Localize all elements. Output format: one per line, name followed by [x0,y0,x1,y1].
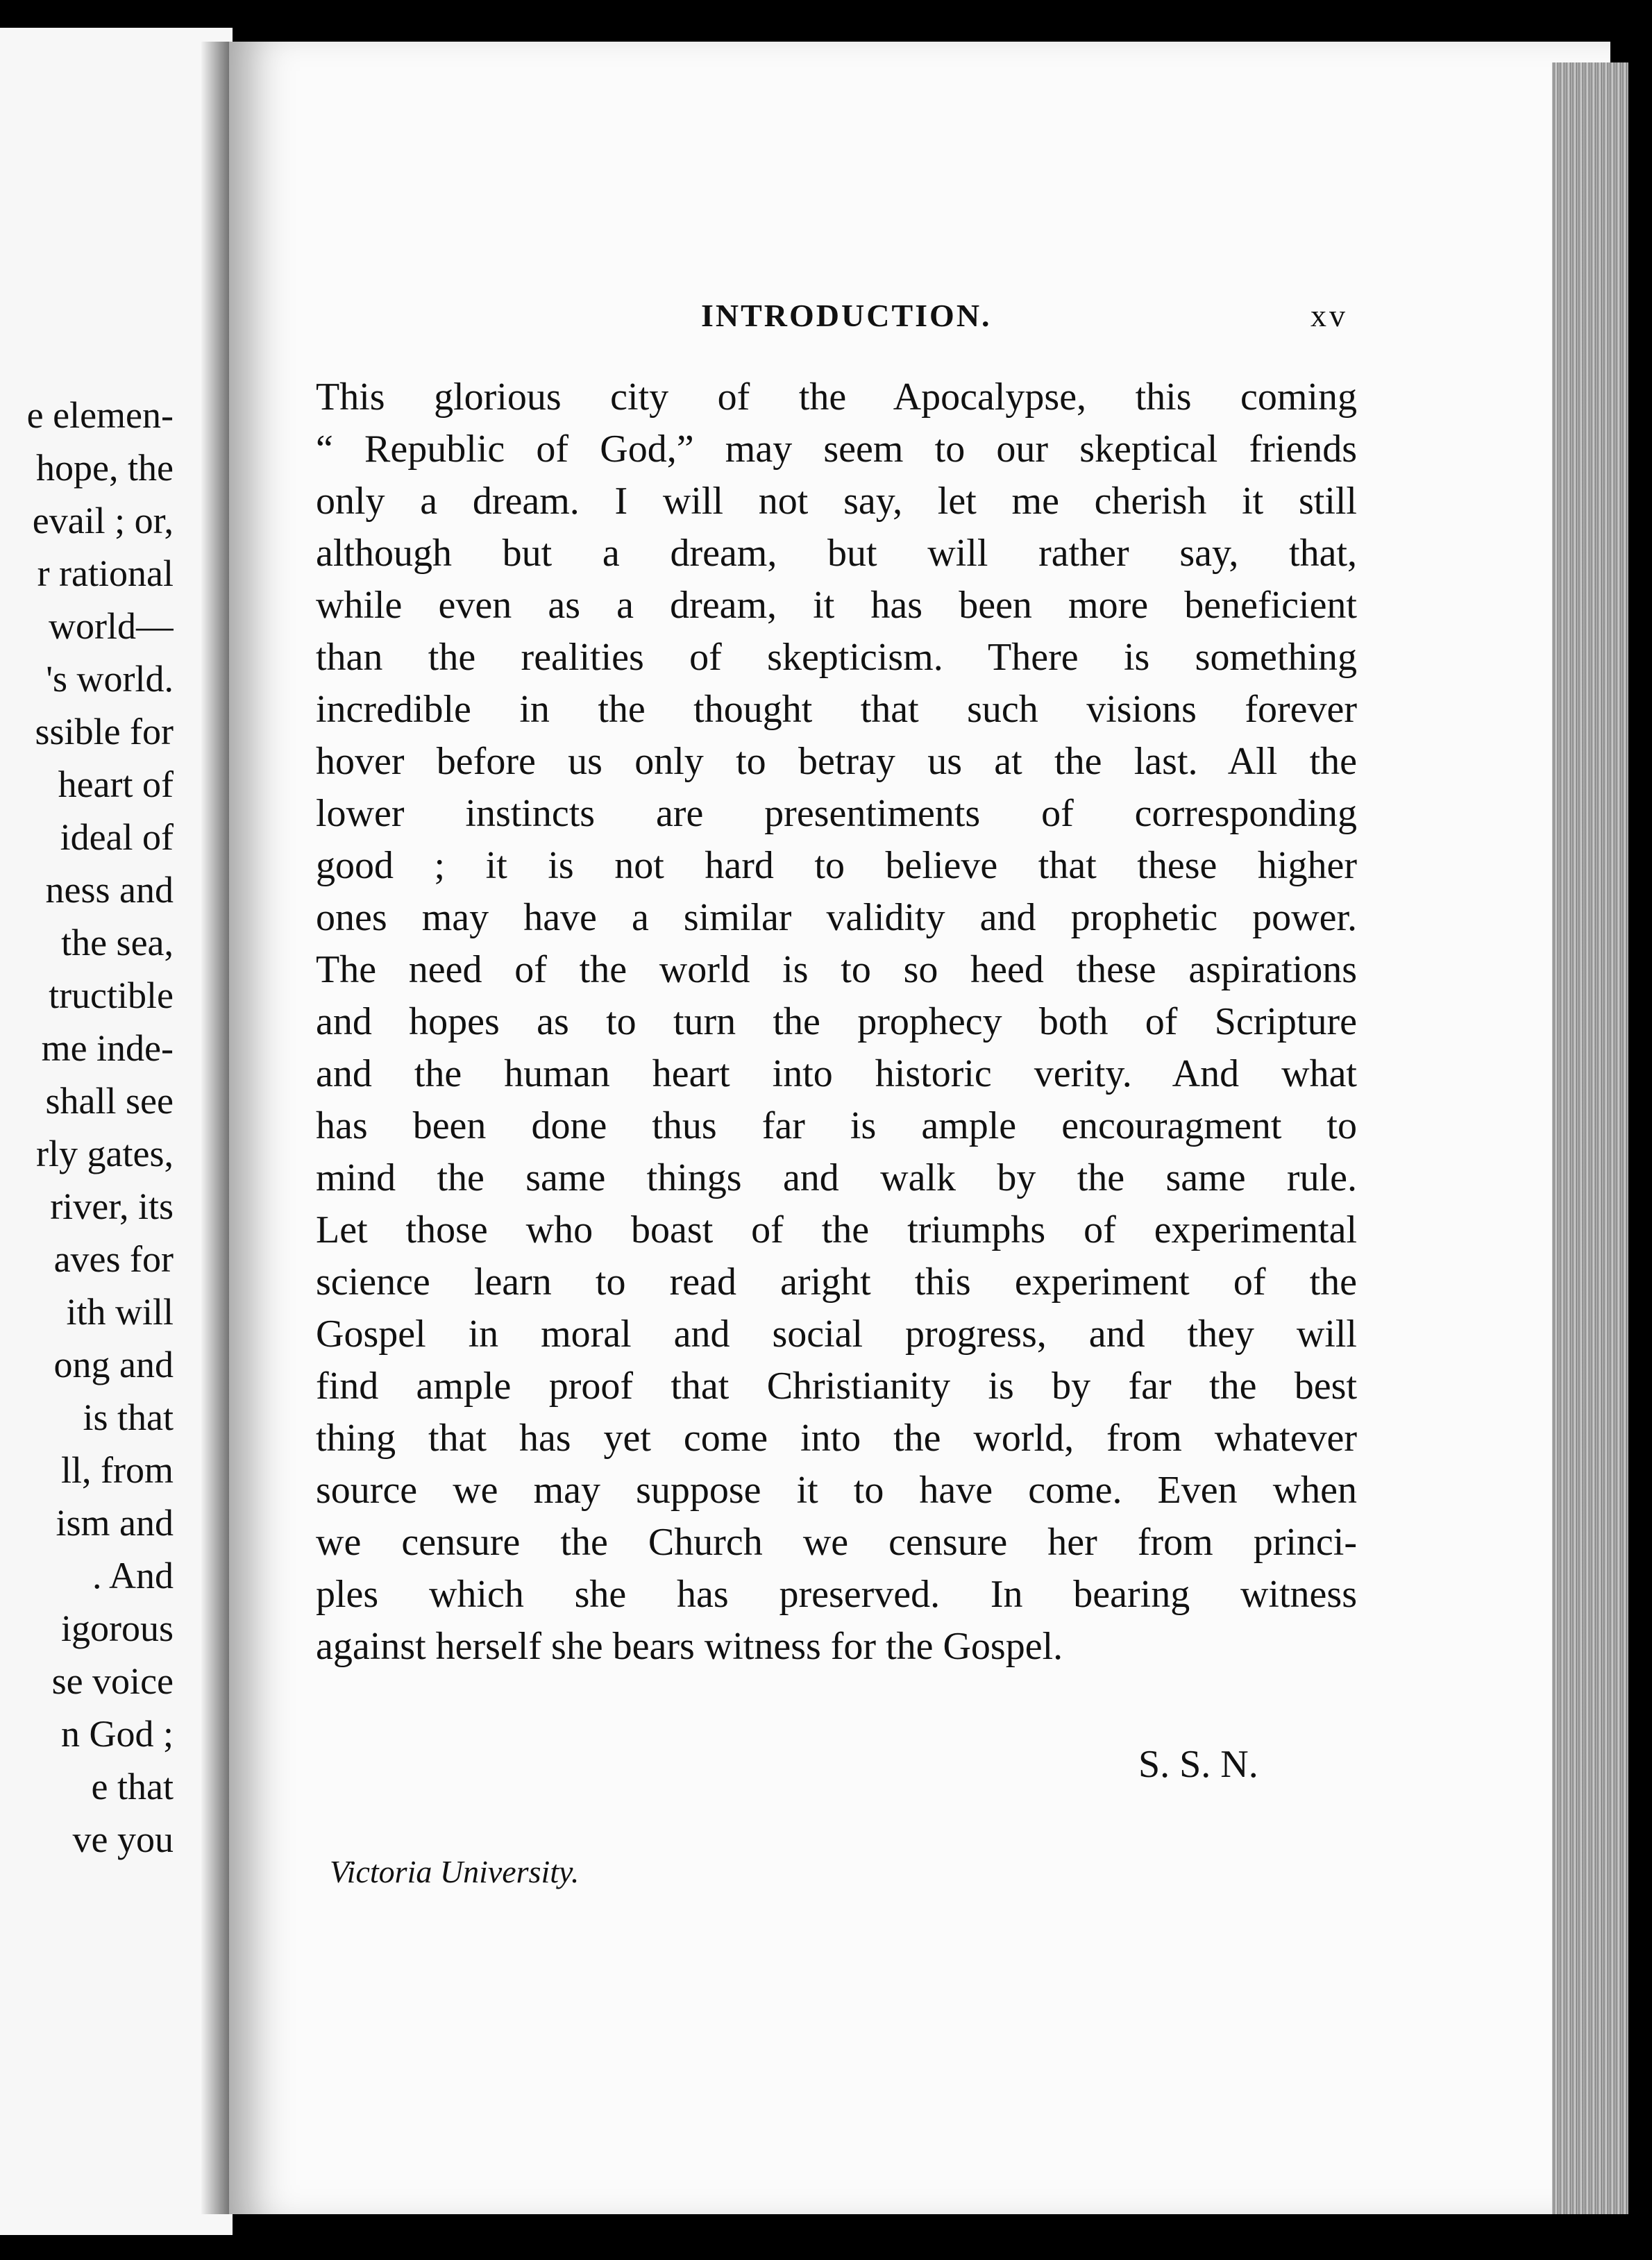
text-line: Let those who boast of the triumphs of experimental [316,1208,1357,1251]
left-line: the sea, [61,922,174,963]
text-line: hover before us only to betray us at the last. All the [316,740,1357,783]
text-line: and hopes as to turn the prophecy both of Scripture [316,1000,1357,1043]
running-head: INTRODUCTION. [701,298,992,333]
left-line: evail ; or, [32,500,174,541]
left-facing-page [0,28,233,2235]
left-page-text [0,389,174,1866]
left-line: n God ; [61,1713,174,1755]
text-line: ples which she has preserved. In bearing witness [316,1573,1357,1616]
page-stack-edge [1552,62,1628,2214]
left-line: aves for [53,1238,174,1280]
text-line: although but a dream, but will rather say, that, [316,532,1357,575]
left-line: tructible [49,975,174,1016]
left-line: is that [83,1397,174,1438]
left-line: 's world. [46,658,174,700]
left-line: ideal of [60,816,174,858]
left-line: igorous [61,1608,174,1649]
left-line: ve you [72,1819,174,1860]
left-line: e that [91,1766,174,1807]
author-initials: S. S. N. [1138,1743,1258,1786]
text-line: find ample proof that Christianity is by far the best [316,1365,1357,1408]
left-line: world— [49,605,174,647]
left-line: ith will [66,1291,174,1333]
text-line: has been done thus far is ample encouragment to [316,1104,1357,1147]
left-line: shall see [45,1080,174,1122]
place-line: Victoria University. [330,1854,580,1889]
text-line: Gospel in moral and social progress, and they will [316,1313,1357,1356]
left-line: e elemen- [26,394,174,436]
left-line: ness and [45,869,174,911]
text-line: incredible in the thought that such visions forever [316,688,1357,731]
text-line: This glorious city of the Apocalypse, this coming [316,376,1357,419]
left-line: ll, from [61,1449,174,1491]
text-line: The need of the world is to so heed these aspirations [316,948,1357,991]
left-line: ong and [53,1344,174,1385]
text-line: lower instincts are presentiments of corresponding [316,792,1357,835]
text-line: ones may have a similar validity and prophetic power. [316,896,1357,939]
left-line: r rational [37,553,174,594]
text-line: against herself she bears witness for the Gospel. [316,1625,1063,1668]
text-line: and the human heart into historic verity. And what [316,1052,1357,1095]
text-line: we censure the Church we censure her from princi- [316,1521,1357,1564]
body-paragraph [316,371,1357,1673]
text-line: than the realities of skepticism. There is something [316,636,1357,679]
text-line: source we may suppose it to have come. Even when [316,1469,1357,1512]
page-number: xv [1310,298,1348,333]
text-line: good ; it is not hard to believe that these higher [316,844,1357,887]
text-line: science learn to read aright this experiment of the [316,1260,1357,1304]
text-line: “ Republic of God,” may seem to our skeptical friends [316,428,1357,471]
left-line: heart of [58,764,174,805]
text-line: thing that has yet come into the world, from whatever [316,1417,1357,1460]
left-line: ssible for [35,711,174,752]
text-line: while even as a dream, it has been more beneficient [316,584,1357,627]
text-line: mind the same things and walk by the same rule. [316,1156,1357,1199]
left-line: hope, the [36,447,174,489]
left-line: se voice [51,1660,174,1702]
left-line: rly gates, [36,1133,174,1174]
left-line: river, its [50,1186,174,1227]
left-line: me inde- [41,1027,174,1069]
left-line: . And [92,1555,174,1596]
left-line: ism and [56,1502,174,1544]
text-line: only a dream. I will not say, let me cherish it still [316,480,1357,523]
